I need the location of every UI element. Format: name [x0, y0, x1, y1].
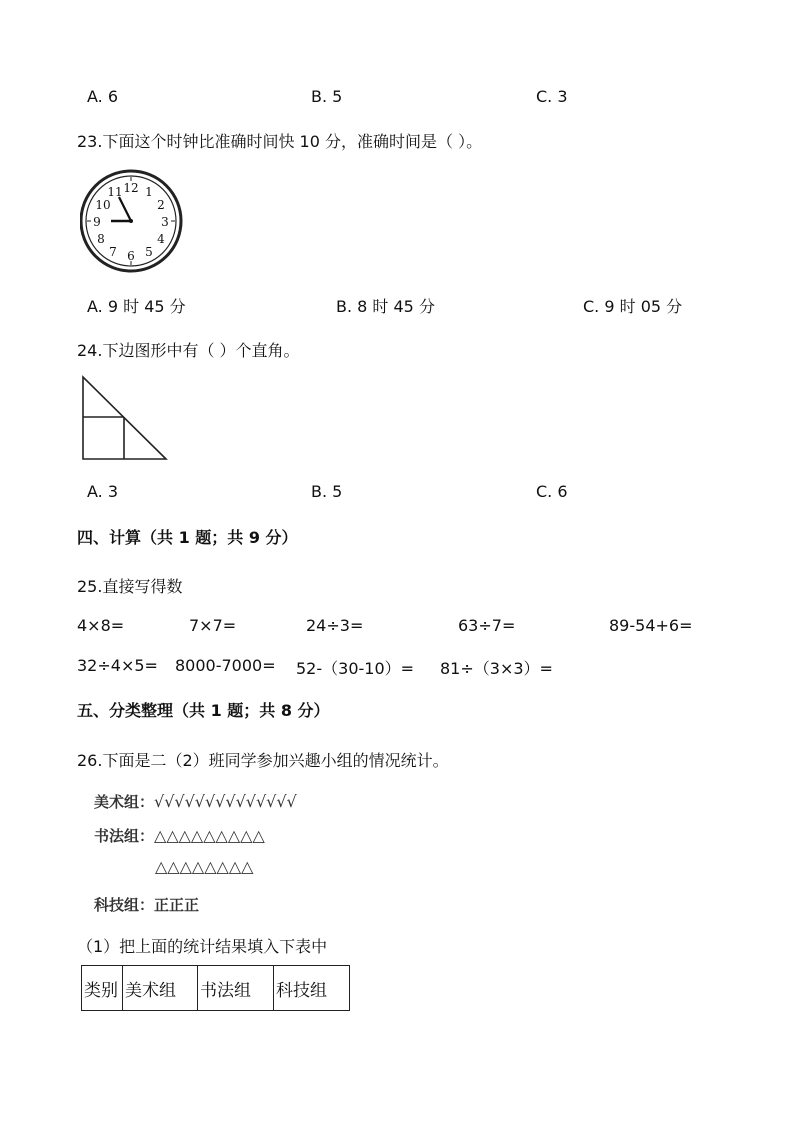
tally-art-label: 美术组：	[94, 793, 155, 811]
clock-number-10: 10	[95, 198, 111, 212]
q22-option-a: A. 6	[87, 87, 119, 106]
q25-expr-4: 63÷7=	[458, 616, 516, 635]
clock-number-5: 5	[145, 245, 153, 259]
q25-expr-3: 24÷3=	[306, 616, 364, 635]
q25-expr-7: 8000-7000=	[175, 656, 276, 675]
clock-number-2: 2	[157, 198, 165, 212]
q24-option-a: A. 3	[87, 482, 119, 501]
table-row	[82, 966, 350, 1011]
clock-number-6: 6	[127, 249, 135, 263]
table-header-category: 类别	[82, 966, 123, 1011]
table-header-art: 美术组	[123, 966, 198, 1011]
tally-calligraphy-marks-1: △△△△△△△△△	[154, 826, 265, 845]
tally-art-row	[94, 791, 297, 812]
q23-question: 23.下面这个时钟比准确时间快 10 分，准确时间是（ ）。	[77, 132, 483, 151]
clock-number-8: 8	[97, 232, 105, 246]
tally-tech-row	[94, 894, 199, 915]
tally-tech-label: 科技组：	[94, 896, 155, 914]
tally-tech-marks: 正正正	[154, 896, 200, 914]
q25-expr-2: 7×7=	[189, 616, 237, 635]
q24-option-c: C. 6	[536, 482, 568, 501]
clock-image	[80, 168, 184, 274]
tally-calligraphy-row	[94, 825, 265, 846]
q25-expr-6: 32÷4×5=	[77, 656, 158, 675]
clock-number-12: 12	[123, 181, 139, 195]
q25-expr-1: 4×8=	[77, 616, 125, 635]
tally-art-marks: √√√√√√√√√√√√√√	[154, 792, 297, 811]
clock-number-4: 4	[157, 232, 165, 246]
clock-number-7: 7	[109, 245, 117, 259]
tally-calligraphy-marks-2: △△△△△△△△	[155, 857, 254, 876]
q26-sub1: （1）把上面的统计结果填入下表中	[77, 937, 328, 956]
q26-question: 26.下面是二（2）班同学参加兴趣小组的情况统计。	[77, 751, 449, 770]
q23-option-c: C. 9 时 05 分	[583, 297, 683, 316]
q22-option-c: C. 3	[536, 87, 568, 106]
clock-number-3: 3	[161, 215, 169, 229]
tally-calligraphy-row-2	[155, 857, 253, 876]
q24-option-b: B. 5	[311, 482, 343, 501]
section5-heading: 五、分类整理（共 1 题；共 8 分）	[77, 701, 330, 720]
triangle-figure	[78, 373, 170, 463]
q23-option-b: B. 8 时 45 分	[336, 297, 435, 316]
q23-option-a: A. 9 时 45 分	[87, 297, 186, 316]
clock-number-1: 1	[145, 185, 153, 199]
q25-question: 25.直接写得数	[77, 577, 183, 596]
q24-question: 24.下边图形中有（ ）个直角。	[77, 341, 300, 360]
q25-expr-5: 89-54+6=	[609, 616, 693, 635]
clock-number-9: 9	[93, 215, 101, 229]
section4-heading: 四、计算（共 1 题；共 9 分）	[77, 528, 298, 547]
category-table	[81, 965, 350, 1011]
q25-expr-8: 52-（30-10）=	[296, 659, 415, 678]
tally-calligraphy-label: 书法组：	[94, 827, 155, 845]
table-header-tech: 科技组	[274, 966, 350, 1011]
q25-expr-9: 81÷（3×3）=	[440, 659, 553, 678]
q22-option-b: B. 5	[311, 87, 343, 106]
table-header-calligraphy: 书法组	[198, 966, 274, 1011]
clock-number-11: 11	[107, 185, 123, 199]
